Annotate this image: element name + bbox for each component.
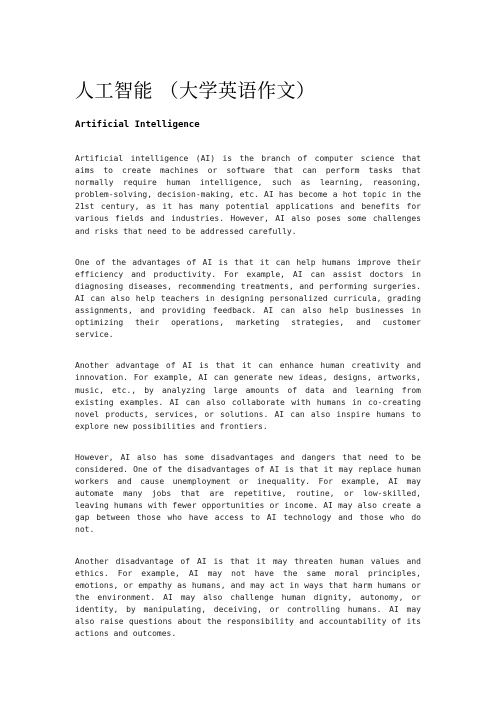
- paragraph-creativity: Another advantage of AI is that it can enhance human creativity and innovation. For example, AI can generate new ideas, designs, artworks, music, etc., by analyzing large amounts of data and learning from existing examples. AI can also collaborate with humans in co-creating novel products, services, or solutions. AI can also inspire humans to explore new possibilities and frontiers.: [75, 361, 421, 431]
- paragraph-ethics: Another disadvantage of AI is that it may threaten human values and ethics. For example, AI may not have the same moral principles, emotions, or empathy as humans, and may act in ways that harm humans or the environment. AI may also challenge human dignity, autonomy, or identity, by manipulating, deceiving, or controlling humans. AI may also raise questions about the responsibility and accountability of its actions and outcomes.: [75, 556, 421, 639]
- document-body: [75, 153, 421, 659]
- paragraph-intro: Artificial intelligence (AI) is the branch of computer science that aims to create machines or software that can perform tasks that normally require human intelligence, such as learning, reasoning, problem-solving, decision-making, etc. AI has become a hot topic in the 21st century, as it has many potential applications and benefits for various fields and industries. However, AI also poses some challenges and risks that need to be addressed carefully.: [75, 154, 421, 236]
- paragraph-unemployment: However, AI also has some disadvantages and dangers that need to be considered. One of the disadvantages of AI is that it may replace human workers and cause unemployment or inequality. For example, AI may automate many jobs that are repetitive, routine, or low-skilled, leaving humans with fewer opportunities or income. AI may also create a gap between those who have access to AI technology and those who do not.: [75, 452, 421, 535]
- document-title: 人工智能 （大学英语作文）: [75, 80, 316, 102]
- paragraph-efficiency: One of the advantages of AI is that it can help humans improve their efficiency and productivity. For example, AI can assist doctors in diagnosing diseases, recommending treatments, and performing surgeries. AI can also help teachers in designing personalized curricula, grading assignments, and providing feedback. AI can also help businesses in optimizing their operations, marketing strategies, and customer service.: [75, 257, 421, 340]
- document-subtitle: Artificial Intelligence: [75, 120, 200, 130]
